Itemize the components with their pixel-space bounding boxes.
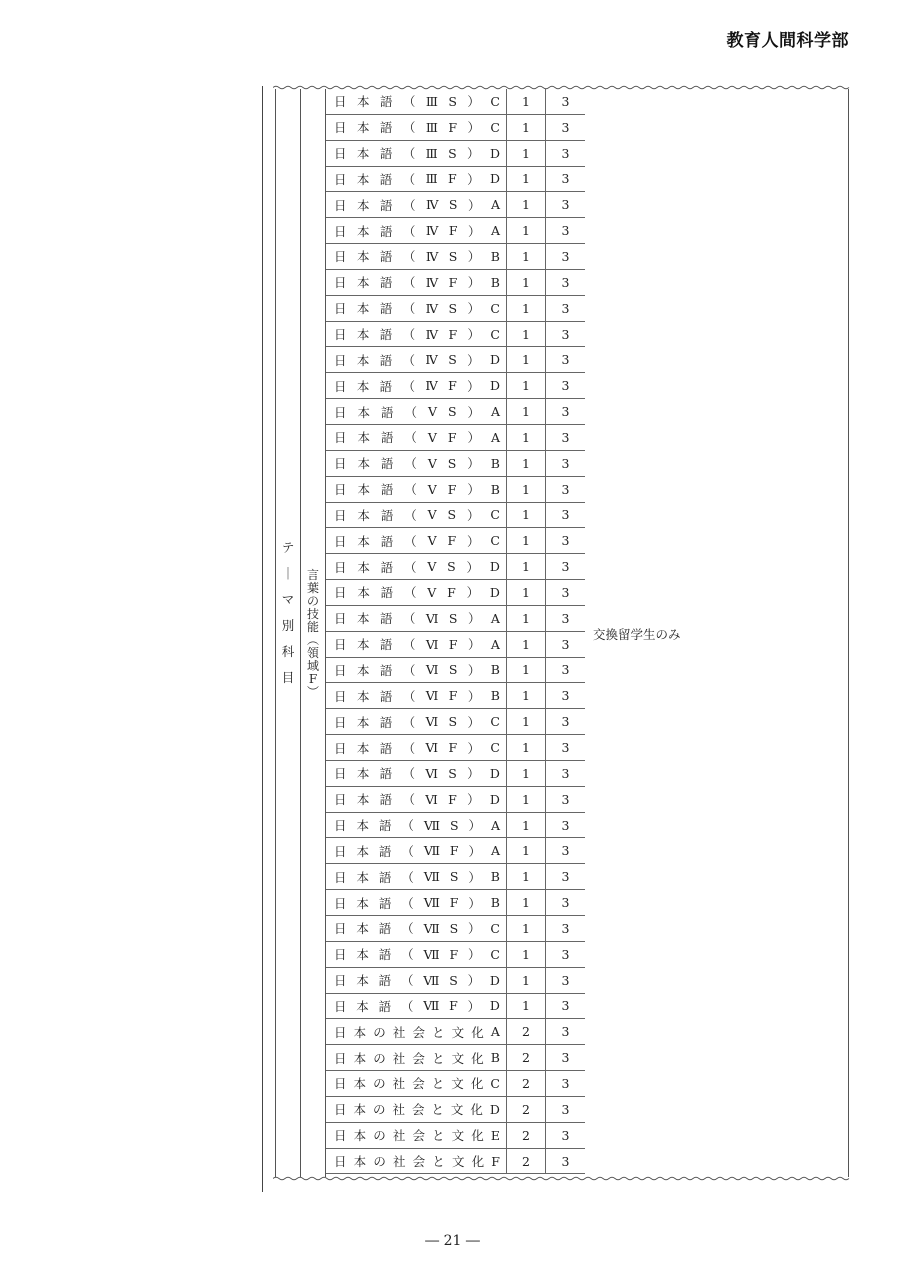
table-row	[326, 1097, 585, 1123]
category-level2-label: 言 葉 の 技 能 ︵ 領 域 F ︶	[306, 568, 319, 699]
table-right-border	[848, 89, 849, 1177]
course-hours: 3	[561, 119, 570, 135]
course-name: 日 本 語 （ Ⅶ F ） B	[334, 895, 500, 911]
course-name: 日 本 語 （ Ⅲ S ） C	[334, 93, 500, 110]
table-row	[326, 761, 585, 787]
course-name-cell	[326, 503, 507, 528]
course-credit: 2	[507, 1149, 546, 1174]
course-hours: 3	[561, 248, 570, 264]
table-row	[326, 115, 585, 141]
course-credit: 1	[507, 270, 546, 295]
course-name: 日 本 語 （ Ⅳ F ） D	[334, 378, 500, 394]
table-row	[326, 942, 585, 968]
course-credit: 1	[507, 942, 546, 967]
table-row	[326, 838, 585, 864]
table-row	[326, 451, 585, 477]
table-row	[326, 347, 585, 373]
course-credit: 1	[507, 477, 546, 502]
table-row	[326, 916, 585, 942]
course-credit: 1	[507, 968, 546, 993]
course-hours: 3	[561, 636, 570, 652]
course-credit: 1	[507, 864, 546, 889]
remarks-note: 交換留学生のみ	[593, 627, 681, 642]
table-row	[326, 1123, 585, 1149]
table-bottom-wavy-border	[273, 1176, 851, 1181]
course-credit: 1	[507, 787, 546, 812]
course-credit: 1	[507, 89, 546, 114]
table-row	[326, 503, 585, 529]
table-row	[326, 244, 585, 270]
course-name: 日 本 語 （ Ⅲ F ） D	[334, 171, 500, 187]
table-row	[326, 735, 585, 761]
course-credit: 1	[507, 994, 546, 1019]
course-hours: 3	[561, 197, 570, 213]
course-hours: 3	[561, 507, 570, 523]
course-credit: 1	[507, 554, 546, 579]
course-name-cell	[326, 658, 507, 683]
course-credit: 1	[507, 296, 546, 321]
table-row	[326, 683, 585, 709]
table-row	[326, 192, 585, 218]
course-credit: 1	[507, 244, 546, 269]
course-table-rows	[326, 89, 585, 1174]
table-row	[326, 477, 585, 503]
course-credit: 1	[507, 838, 546, 863]
course-name: 日 本 語 （ Ⅶ F ） D	[334, 998, 500, 1014]
course-name-cell	[326, 1019, 507, 1044]
course-name: 日 本 の 社 会 と 文 化 B	[334, 1050, 500, 1066]
course-hours: 3	[561, 610, 570, 626]
course-credit: 2	[507, 1097, 546, 1122]
table-row	[326, 270, 585, 296]
course-name: 日 本 語 （ Ⅳ S ） A	[334, 197, 500, 213]
course-hours: 3	[561, 920, 570, 936]
course-credit: 1	[507, 735, 546, 760]
course-credit: 2	[507, 1123, 546, 1148]
course-name: 日 本 語 （ Ⅲ S ） D	[334, 145, 500, 162]
course-name: 日 本 語 （ Ⅵ F ） C	[334, 740, 500, 756]
course-hours: 3	[561, 223, 570, 239]
course-name: 日 本 語 （ Ⅳ S ） D	[334, 352, 500, 368]
course-name: 日 本 語 （ Ⅳ F ） B	[334, 274, 500, 291]
course-name: 日 本 語 （ Ⅴ S ） A	[334, 404, 500, 420]
course-credit: 1	[507, 890, 546, 915]
binding-margin-line	[262, 86, 263, 1192]
course-credit: 2	[507, 1071, 546, 1096]
table-row	[326, 890, 585, 916]
course-hours: 3	[561, 1127, 570, 1143]
table-row	[326, 89, 585, 115]
table-row	[326, 141, 585, 167]
course-name: 日 本 語 （ Ⅴ F ） A	[334, 429, 500, 446]
course-credit: 1	[507, 683, 546, 708]
table-row	[326, 994, 585, 1020]
course-name: 日 本 語 （ Ⅴ S ） C	[334, 507, 500, 523]
course-name: 日 本 語 （ Ⅶ S ） B	[334, 869, 500, 885]
table-row	[326, 787, 585, 813]
course-credit: 1	[507, 322, 546, 347]
course-name-cell	[326, 994, 507, 1019]
course-credit: 1	[507, 373, 546, 398]
course-name: 日 本 語 （ Ⅳ S ） B	[334, 248, 500, 265]
course-name: 日 本 の 社 会 と 文 化 C	[334, 1075, 500, 1092]
course-name-cell	[326, 528, 507, 553]
course-credit: 1	[507, 658, 546, 683]
course-name-cell	[326, 683, 507, 708]
course-name-cell	[326, 632, 507, 657]
table-row	[326, 399, 585, 425]
course-credit: 1	[507, 192, 546, 217]
course-name-cell	[326, 580, 507, 605]
course-name-cell	[326, 115, 507, 140]
course-name-cell	[326, 192, 507, 217]
course-hours: 3	[561, 946, 570, 962]
table-row	[326, 322, 585, 348]
course-name-cell	[326, 296, 507, 321]
course-hours: 3	[561, 740, 570, 756]
course-hours: 3	[561, 145, 570, 161]
table-row	[326, 1019, 585, 1045]
course-name: 日 本 の 社 会 と 文 化 D	[334, 1101, 500, 1118]
table-row	[326, 709, 585, 735]
course-name: 日 本 語 （ Ⅶ S ） A	[334, 817, 500, 834]
course-hours: 3	[561, 791, 570, 807]
course-hours: 3	[561, 688, 570, 704]
course-name: 日 本 語 （ Ⅲ F ） C	[334, 119, 500, 136]
table-row	[326, 813, 585, 839]
category-level1-label: テ ｜ マ 別 科 目	[281, 540, 295, 685]
course-name: 日 本 語 （ Ⅳ F ） C	[334, 326, 500, 343]
course-name-cell	[326, 709, 507, 734]
table-row	[326, 373, 585, 399]
course-name: 日 本 の 社 会 と 文 化 F	[334, 1153, 500, 1170]
course-name-cell	[326, 89, 507, 114]
course-name-cell	[326, 735, 507, 760]
table-row	[326, 606, 585, 632]
course-hours: 3	[561, 843, 570, 859]
course-credit: 1	[507, 580, 546, 605]
course-hours: 3	[561, 455, 570, 471]
course-hours: 3	[561, 1050, 570, 1066]
course-name: 日 本 語 （ Ⅵ F ） A	[334, 636, 500, 653]
table-row	[326, 167, 585, 193]
course-name-cell	[326, 347, 507, 372]
course-credit: 1	[507, 503, 546, 528]
course-credit: 1	[507, 528, 546, 553]
category-level2-cell	[301, 89, 325, 1177]
course-name-cell	[326, 218, 507, 243]
course-hours: 3	[561, 481, 570, 497]
course-name-cell	[326, 1149, 507, 1174]
course-credit: 1	[507, 761, 546, 786]
course-name-cell	[326, 425, 507, 450]
course-credit: 1	[507, 451, 546, 476]
table-row	[326, 554, 585, 580]
course-name: 日 本 語 （ Ⅶ F ） C	[334, 946, 500, 963]
course-hours: 3	[561, 817, 570, 833]
course-hours: 3	[561, 533, 570, 549]
course-name-cell	[326, 1045, 507, 1070]
course-credit: 1	[507, 399, 546, 424]
table-row	[326, 1071, 585, 1097]
course-name-cell	[326, 322, 507, 347]
table-row	[326, 658, 585, 684]
course-name-cell	[326, 761, 507, 786]
course-name: 日 本 の 社 会 と 文 化 A	[334, 1024, 500, 1040]
course-name: 日 本 語 （ Ⅴ F ） D	[334, 584, 500, 601]
course-credit: 1	[507, 167, 546, 192]
course-name-cell	[326, 890, 507, 915]
course-credit: 1	[507, 141, 546, 166]
course-credit: 2	[507, 1045, 546, 1070]
course-name: 日 本 語 （ Ⅶ S ） C	[334, 920, 500, 937]
course-hours: 3	[561, 869, 570, 885]
course-credit: 1	[507, 218, 546, 243]
course-hours: 3	[561, 326, 570, 342]
course-name: 日 本 語 （ Ⅴ F ） B	[334, 481, 500, 498]
course-name-cell	[326, 554, 507, 579]
course-name: 日 本 語 （ Ⅴ F ） C	[334, 533, 500, 549]
table-row	[326, 864, 585, 890]
course-hours: 3	[561, 171, 570, 187]
course-name: 日 本 語 （ Ⅵ S ） C	[334, 714, 500, 730]
course-hours: 3	[561, 378, 570, 394]
course-hours: 3	[561, 584, 570, 600]
course-hours: 3	[561, 972, 570, 988]
course-hours: 3	[561, 274, 570, 290]
course-credit: 1	[507, 813, 546, 838]
course-name-cell	[326, 399, 507, 424]
course-name-cell	[326, 167, 507, 192]
course-name: 日 本 語 （ Ⅶ S ） D	[334, 972, 500, 989]
course-hours: 3	[561, 998, 570, 1014]
course-credit: 1	[507, 425, 546, 450]
course-hours: 3	[561, 559, 570, 575]
page-number: ― 21 ―	[425, 1233, 480, 1249]
category-level1-cell	[276, 89, 300, 1177]
course-name-cell	[326, 1071, 507, 1096]
course-name: 日 本 語 （ Ⅴ S ） B	[334, 455, 500, 472]
course-hours: 3	[561, 429, 570, 445]
table-row	[326, 218, 585, 244]
course-hours: 3	[561, 1101, 570, 1117]
course-hours: 3	[561, 662, 570, 678]
course-name: 日 本 語 （ Ⅵ S ） A	[334, 610, 500, 627]
table-row	[326, 1045, 585, 1071]
course-hours: 3	[561, 1153, 570, 1169]
course-name-cell	[326, 606, 507, 631]
course-name: 日 本 語 （ Ⅵ S ） B	[334, 662, 500, 678]
course-name-cell	[326, 373, 507, 398]
course-name: 日 本 語 （ Ⅳ S ） C	[334, 300, 500, 317]
course-name-cell	[326, 942, 507, 967]
course-name-cell	[326, 244, 507, 269]
course-name: 日 本 語 （ Ⅵ F ） B	[334, 688, 500, 704]
course-name: 日 本 語 （ Ⅳ F ） A	[334, 223, 500, 239]
course-hours: 3	[561, 352, 570, 368]
course-hours: 3	[561, 1075, 570, 1091]
course-credit: 1	[507, 632, 546, 657]
course-credit: 2	[507, 1019, 546, 1044]
course-hours: 3	[561, 404, 570, 420]
table-row	[326, 425, 585, 451]
course-credit: 1	[507, 709, 546, 734]
course-name-cell	[326, 864, 507, 889]
course-hours: 3	[561, 765, 570, 781]
course-name: 日 本 語 （ Ⅵ S ） D	[334, 765, 500, 782]
course-name-cell	[326, 838, 507, 863]
course-name-cell	[326, 787, 507, 812]
table-row	[326, 1149, 585, 1175]
course-name: 日 本 語 （ Ⅴ S ） D	[334, 559, 500, 575]
course-name-cell	[326, 813, 507, 838]
table-row	[326, 296, 585, 322]
course-name: 日 本 語 （ Ⅵ F ） D	[334, 791, 500, 808]
table-row	[326, 968, 585, 994]
course-credit: 1	[507, 916, 546, 941]
course-hours: 3	[561, 93, 570, 109]
course-hours: 3	[561, 300, 570, 316]
course-name: 日 本 の 社 会 と 文 化 E	[334, 1127, 500, 1144]
page-header-title: 教育人間科学部	[726, 31, 849, 51]
course-name: 日 本 語 （ Ⅶ F ） A	[334, 843, 500, 859]
table-row	[326, 580, 585, 606]
course-name-cell	[326, 270, 507, 295]
course-name-cell	[326, 968, 507, 993]
table-row	[326, 528, 585, 554]
course-credit: 1	[507, 347, 546, 372]
course-credit: 1	[507, 606, 546, 631]
course-credit: 1	[507, 115, 546, 140]
course-hours: 3	[561, 1024, 570, 1040]
course-hours: 3	[561, 714, 570, 730]
table-row	[326, 632, 585, 658]
course-name-cell	[326, 1097, 507, 1122]
course-name-cell	[326, 477, 507, 502]
course-name-cell	[326, 1123, 507, 1148]
course-hours: 3	[561, 895, 570, 911]
course-name-cell	[326, 916, 507, 941]
course-name-cell	[326, 451, 507, 476]
course-name-cell	[326, 141, 507, 166]
